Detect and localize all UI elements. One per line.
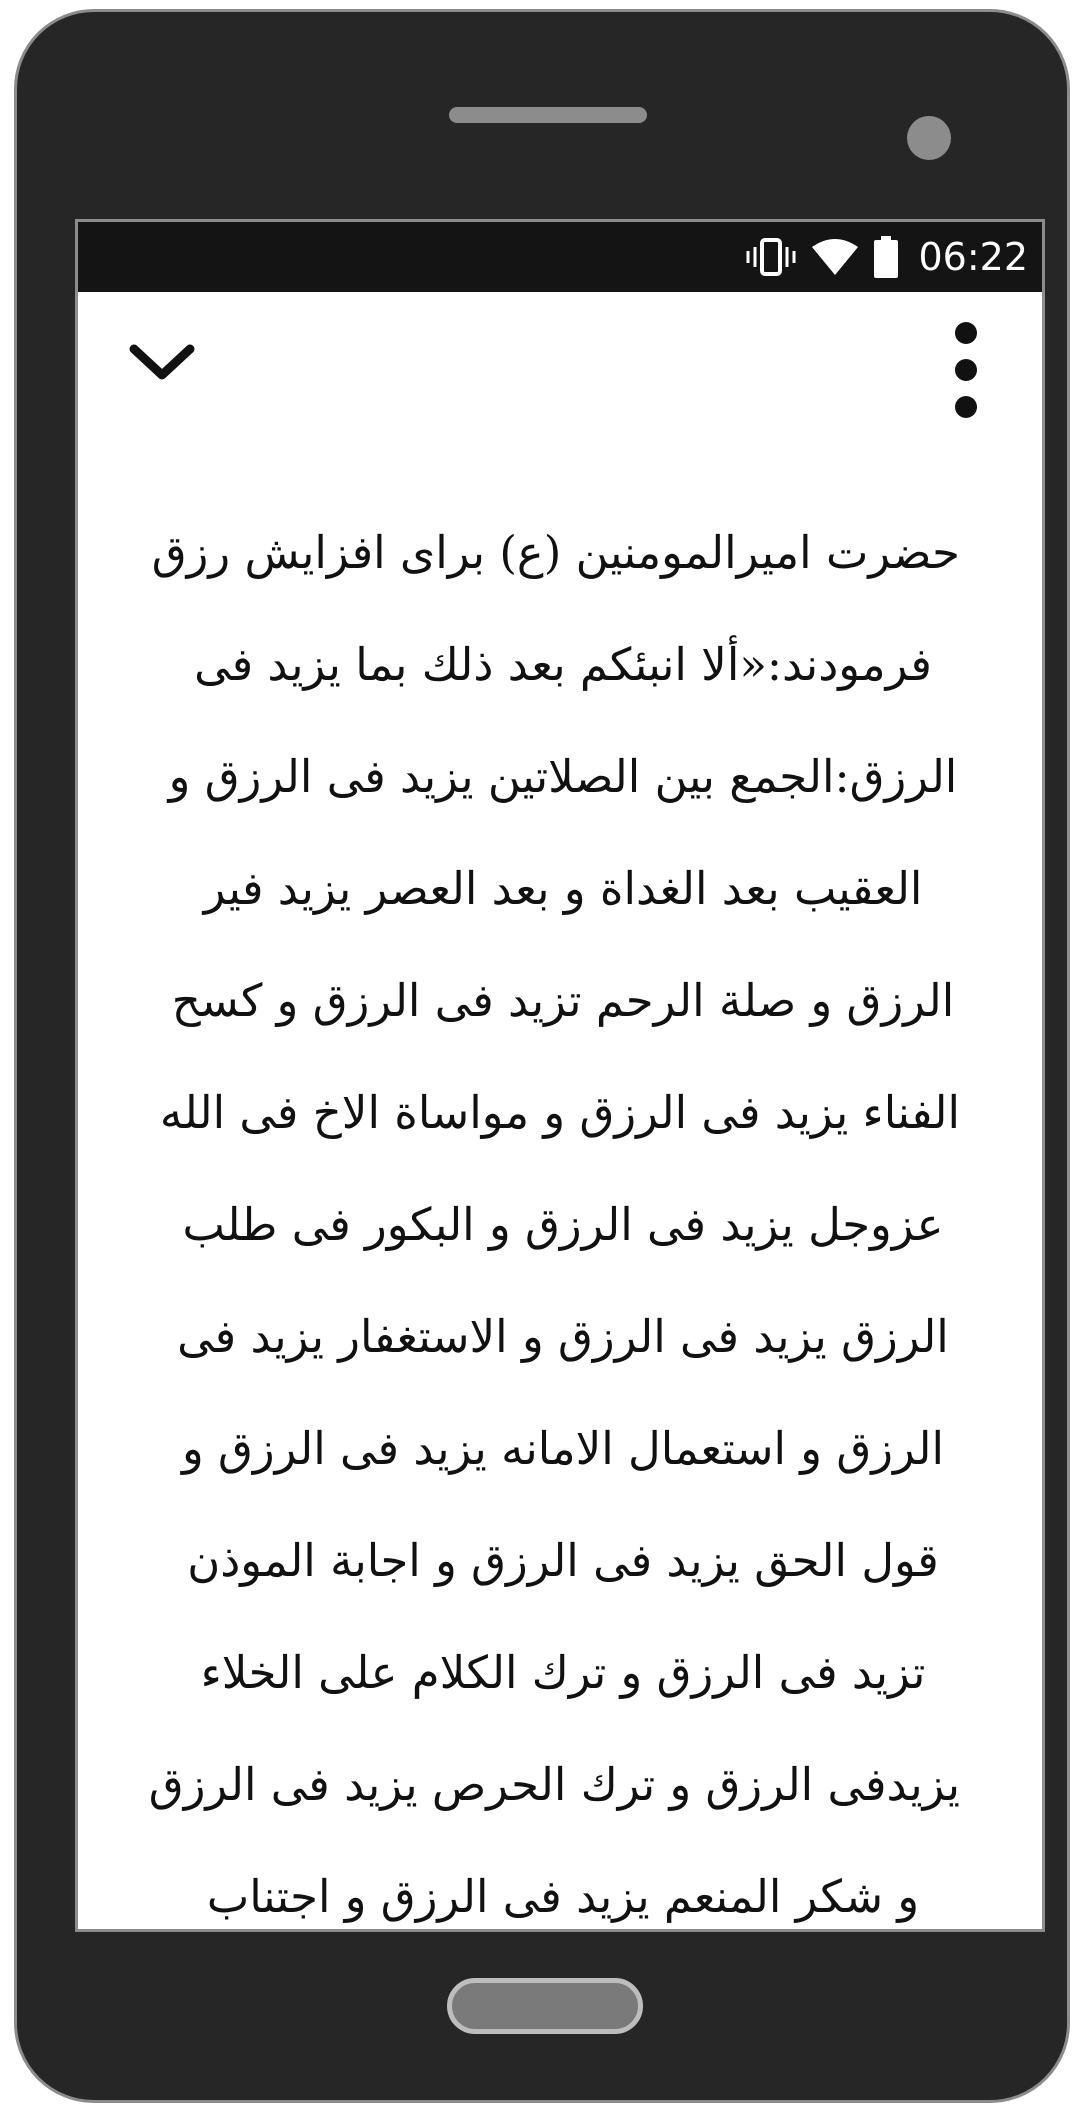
article-text (148, 497, 960, 1932)
status-bar (78, 222, 1042, 292)
text-line: العقیب بعد الغداة و بعد العصر یزید فیر (203, 862, 923, 915)
front-camera (907, 116, 951, 160)
speaker-grille (449, 107, 647, 123)
status-icons (744, 222, 1028, 292)
battery-icon (872, 235, 900, 279)
text-line: فرمودند:«ألا انبئکم بعد ذلك بما یزید فی (194, 638, 932, 691)
text-line: الرزق:الجمع بین الصلاتین یزید فی الرزق و (168, 750, 958, 803)
phone-frame (14, 9, 1070, 2103)
text-line: یزیدفی الرزق و ترك الحرص یزید فی الرزق (148, 1758, 960, 1811)
app-bar (78, 292, 1042, 442)
wifi-icon (810, 237, 860, 277)
text-line: عزوجل یزید فی الرزق و البکور فی طلب (182, 1198, 944, 1251)
text-line: الرزق یزید فی الرزق و الاستغفار یزید فی (177, 1310, 949, 1363)
collapse-button[interactable] (124, 334, 200, 394)
phone-screen (75, 219, 1045, 1932)
overflow-menu-button[interactable] (946, 322, 986, 418)
status-time: 06:22 (918, 235, 1028, 279)
chevron-down-icon (129, 342, 195, 386)
text-line: حضرت امیرالمومنین (ع) برای افزایش رزق (151, 526, 960, 579)
more-vertical-icon-dot (955, 359, 977, 381)
text-line: تزید فی الرزق و ترك الکلام علی الخلاء (200, 1646, 926, 1699)
text-line: و شکر المنعم یزید فی الرزق و اجتناب (206, 1870, 920, 1923)
text-line: الفناء یزید فی الرزق و مواساة الاخ فی الله (159, 1086, 960, 1139)
text-line: الرزق و صلة الرحم تزید فی الرزق و کسح (171, 974, 955, 1027)
more-vertical-icon-dot (955, 396, 977, 418)
text-line: قول الحق یزید فی الرزق و اجابة الموذن (187, 1534, 939, 1587)
more-vertical-icon (955, 322, 977, 344)
home-button[interactable] (447, 1978, 643, 2034)
vibrate-icon (744, 237, 798, 277)
text-line: الرزق و استعمال الامانه یزید فی الرزق و (181, 1422, 945, 1475)
